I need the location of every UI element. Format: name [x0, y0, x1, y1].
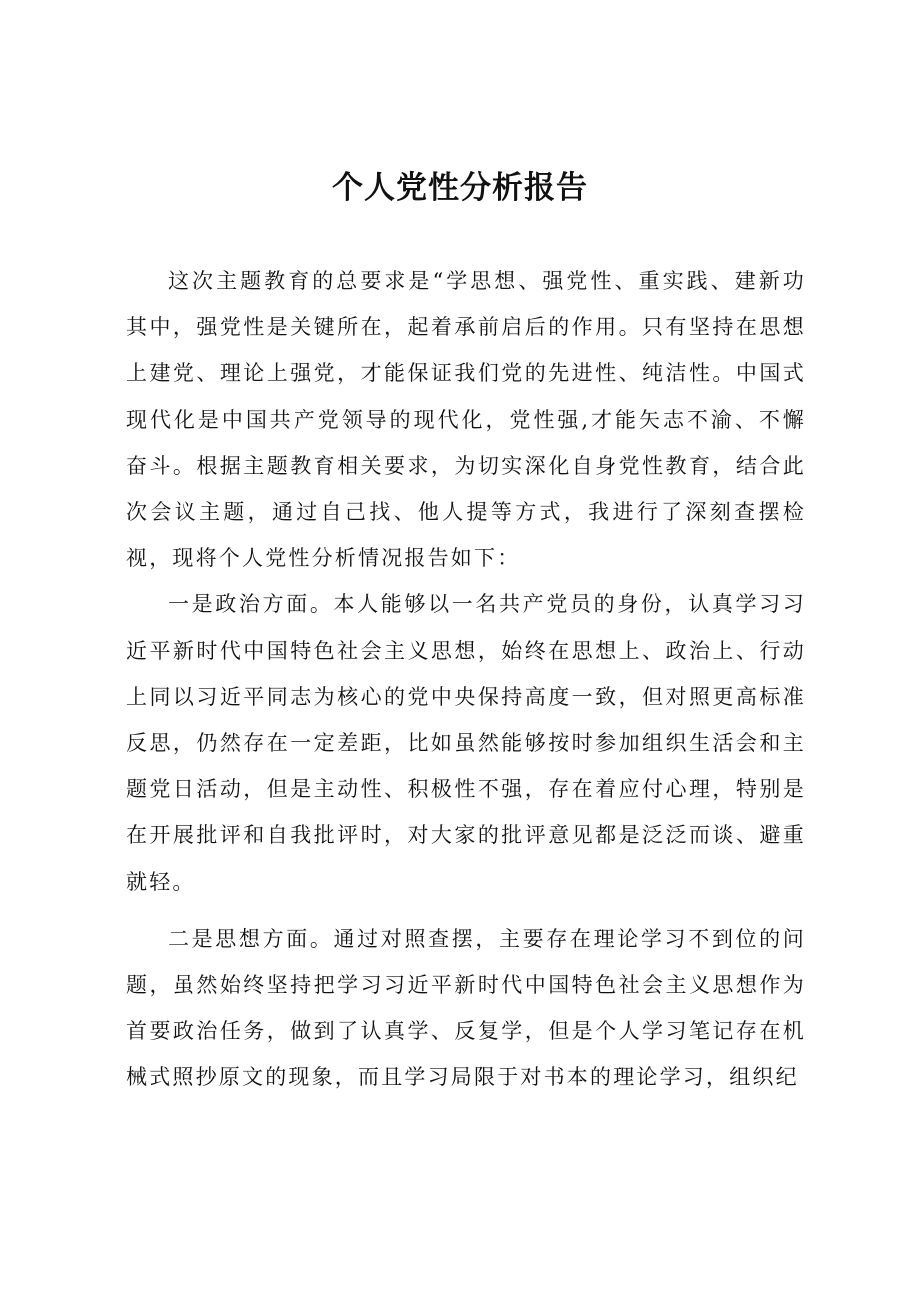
- paragraph-political: 一是政治方面。本人能够以一名共产党员的身份，认真学习习近平新时代中国特色社会主义思想，始终在思想上、政治上、行动上同以习近平同志为核心的党中央保持高度一致，但对照更高标准反思，仍然存在一定差距，比如虽然能够按时参加组织生活会和主题党日活动，但是主动性、积极性不强，存在着应付心理，特别是在开展批评和自我批评时，对大家的批评意见都是泛泛而谈、避重就轻。: [126, 592, 806, 894]
- document-title: 个人党性分析报告: [332, 170, 588, 206]
- paragraph-ideological: 二是思想方面。通过对照查摆，主要存在理论学习不到位的问题，虽然始终坚持把学习习近平新时代中国特色社会主义思想作为首要政治任务，做到了认真学、反复学，但是个人学习笔记存在机械式照抄原文的现象，而且学习局限于对书本的理论学习，组织纪: [126, 926, 806, 1090]
- paragraph-intro: 这次主题教育的总要求是“学思想、强党性、重实践、建新功其中，强党性是关键所在，起着承前启后的作用。只有坚持在思想上建党、理论上强党，才能保证我们党的先进性、纯洁性。中国式现代化是中国共产党领导的现代化，党性强,才能矢志不渝、不懈奋斗。根据主题教育相关要求，为切实深化自身党性教育，结合此次会议主题，通过自己找、他人提等方式，我进行了深刻查摆检视，现将个人党性分析情况报告如下：: [126, 269, 806, 571]
- document-body: [126, 258, 806, 1101]
